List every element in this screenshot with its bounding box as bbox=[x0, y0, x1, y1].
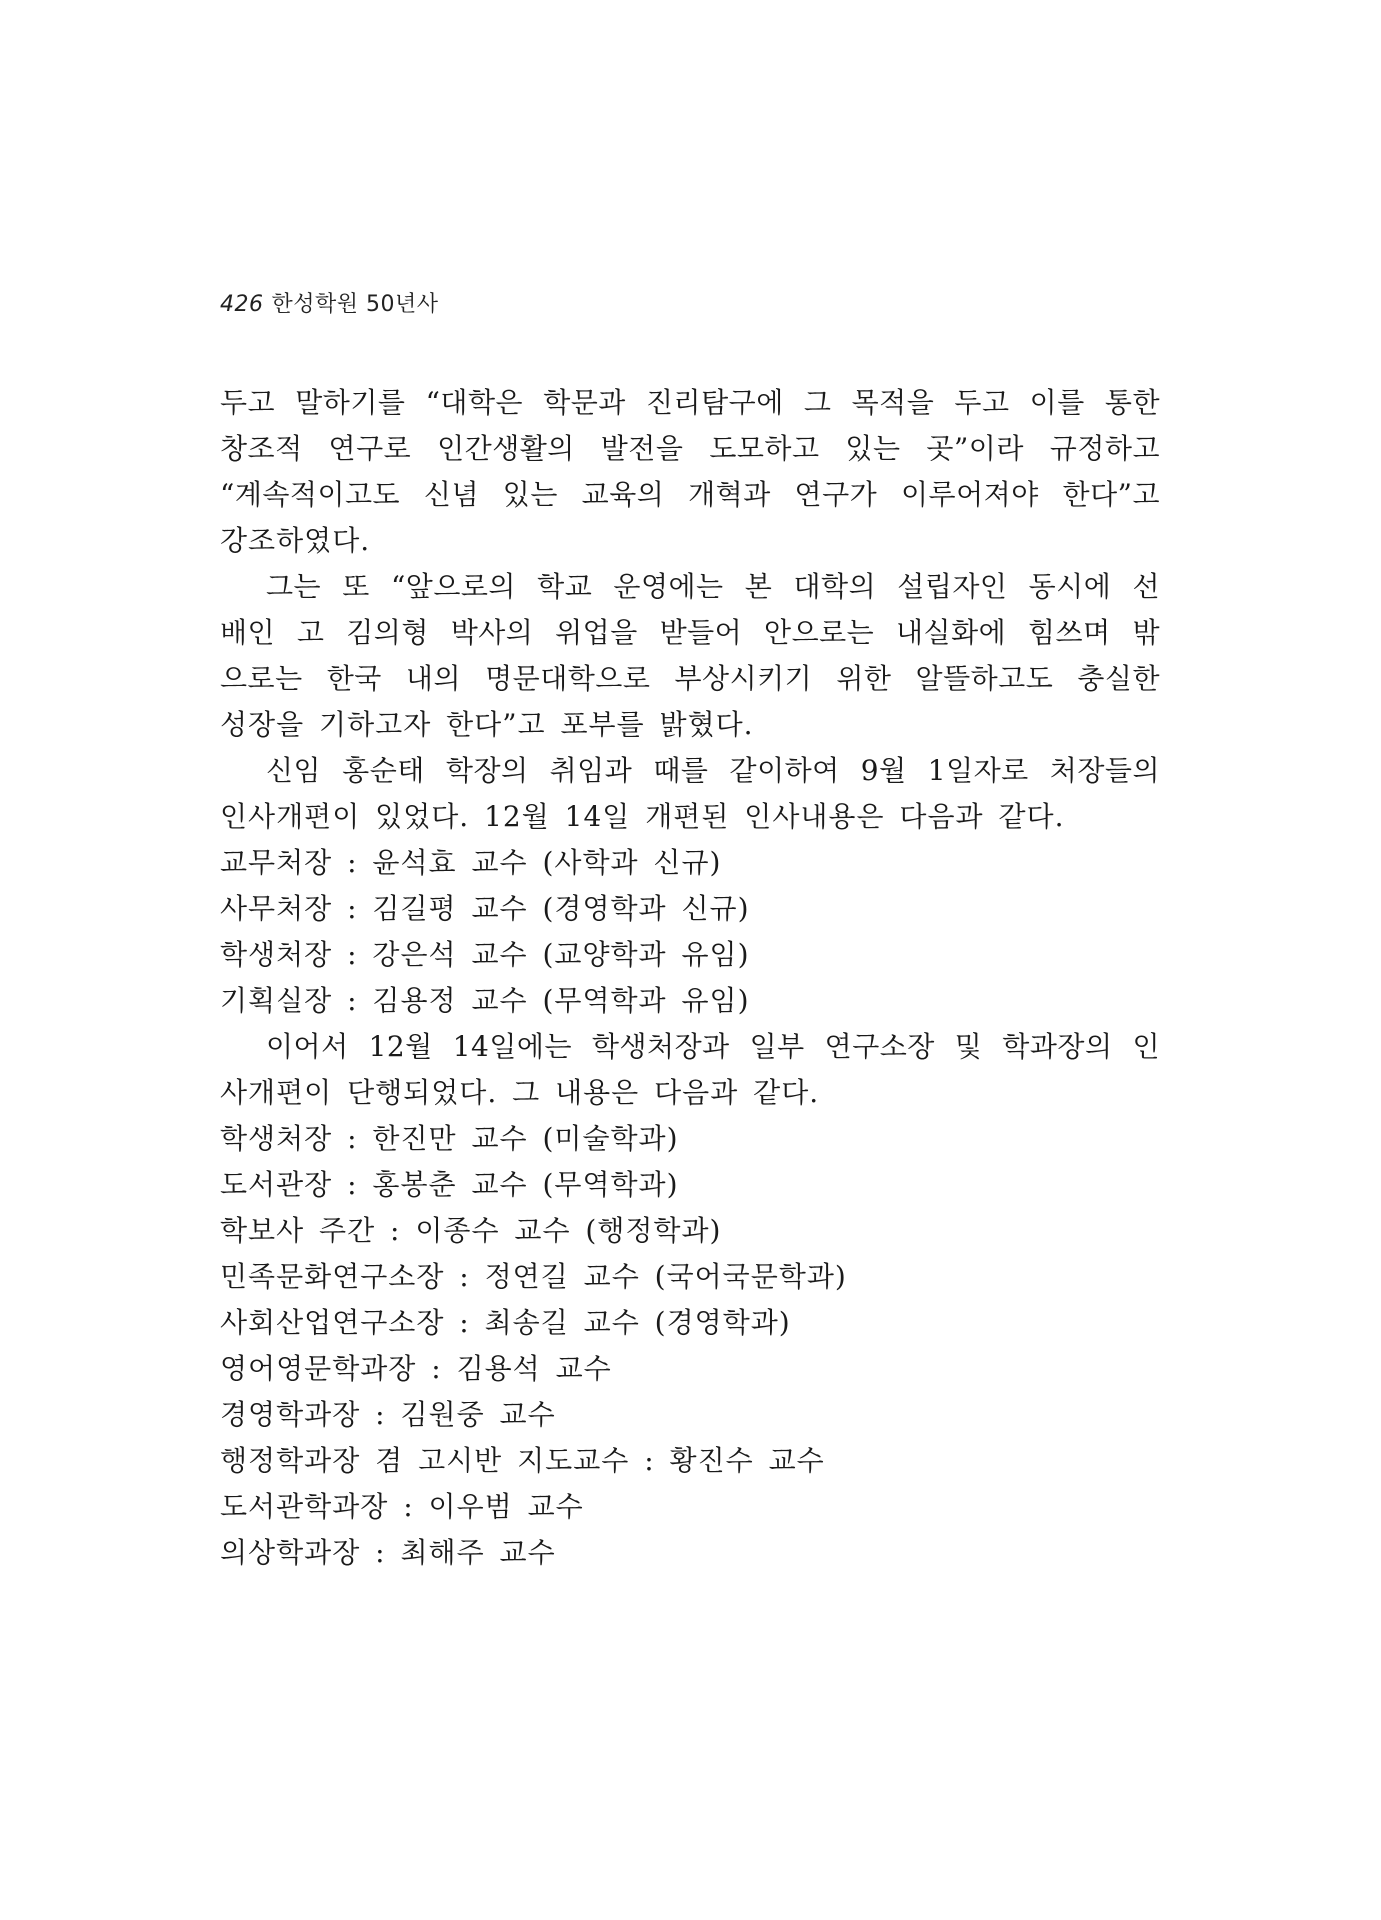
list-item: 영어영문학과장 : 김용석 교수 bbox=[220, 1352, 612, 1385]
running-head bbox=[220, 287, 439, 318]
paragraph-2 bbox=[220, 564, 1160, 748]
list-item: 의상학과장 : 최해주 교수 bbox=[220, 1536, 556, 1569]
text-line: 그는 또 “앞으로의 학교 운영에는 본 대학의 설립자인 동시에 선 bbox=[266, 570, 1160, 603]
list-item: 학생처장 : 한진만 교수 (미술학과) bbox=[220, 1122, 679, 1155]
text-line: “계속적이고도 신념 있는 교육의 개혁과 연구가 이루어져야 한다”고 bbox=[220, 478, 1160, 511]
appointment-list-2 bbox=[220, 1116, 1160, 1576]
text-line: 성장을 기하고자 한다”고 포부를 밝혔다. bbox=[220, 708, 754, 741]
list-item: 기획실장 : 김용정 교수 (무역학과 유임) bbox=[220, 984, 750, 1017]
text-line: 신임 홍순태 학장의 취임과 때를 같이하여 9월 1일자로 처장들의 bbox=[266, 754, 1160, 787]
body-text bbox=[220, 380, 1160, 1576]
list-item: 도서관장 : 홍봉춘 교수 (무역학과) bbox=[220, 1168, 679, 1201]
text-line: 창조적 연구로 인간생활의 발전을 도모하고 있는 곳”이라 규정하고 bbox=[220, 432, 1160, 465]
list-item: 경영학과장 : 김원중 교수 bbox=[220, 1398, 556, 1431]
list-item: 행정학과장 겸 고시반 지도교수 : 황진수 교수 bbox=[220, 1444, 825, 1477]
paragraph-1 bbox=[220, 380, 1160, 564]
list-item: 학생처장 : 강은석 교수 (교양학과 유임) bbox=[220, 938, 750, 971]
list-item: 사무처장 : 김길평 교수 (경영학과 신규) bbox=[220, 892, 750, 925]
text-line: 이어서 12월 14일에는 학생처장과 일부 연구소장 및 학과장의 인 bbox=[266, 1030, 1160, 1063]
page-number: 426 bbox=[220, 292, 264, 317]
list-item: 교무처장 : 윤석효 교수 (사학과 신규) bbox=[220, 846, 722, 879]
list-item: 민족문화연구소장 : 정연길 교수 (국어국문학과) bbox=[220, 1260, 847, 1293]
text-line: 두고 말하기를 “대학은 학문과 진리탐구에 그 목적을 두고 이를 통한 bbox=[220, 386, 1160, 419]
paragraph-3 bbox=[220, 748, 1160, 840]
list-item: 학보사 주간 : 이종수 교수 (행정학과) bbox=[220, 1214, 722, 1247]
book-title: 한성학원 50년사 bbox=[271, 292, 439, 317]
text-line: 사개편이 단행되었다. 그 내용은 다음과 같다. bbox=[220, 1076, 820, 1109]
appointment-list-1 bbox=[220, 840, 1160, 1024]
text-line: 강조하였다. bbox=[220, 524, 371, 557]
text-line: 으로는 한국 내의 명문대학으로 부상시키기 위한 알뜰하고도 충실한 bbox=[220, 662, 1160, 695]
text-line: 인사개편이 있었다. 12월 14일 개편된 인사내용은 다음과 같다. bbox=[220, 800, 1065, 833]
text-line: 배인 고 김의형 박사의 위업을 받들어 안으로는 내실화에 힘쓰며 밖 bbox=[220, 616, 1160, 649]
list-item: 사회산업연구소장 : 최송길 교수 (경영학과) bbox=[220, 1306, 791, 1339]
paragraph-4 bbox=[220, 1024, 1160, 1116]
list-item: 도서관학과장 : 이우범 교수 bbox=[220, 1490, 584, 1523]
